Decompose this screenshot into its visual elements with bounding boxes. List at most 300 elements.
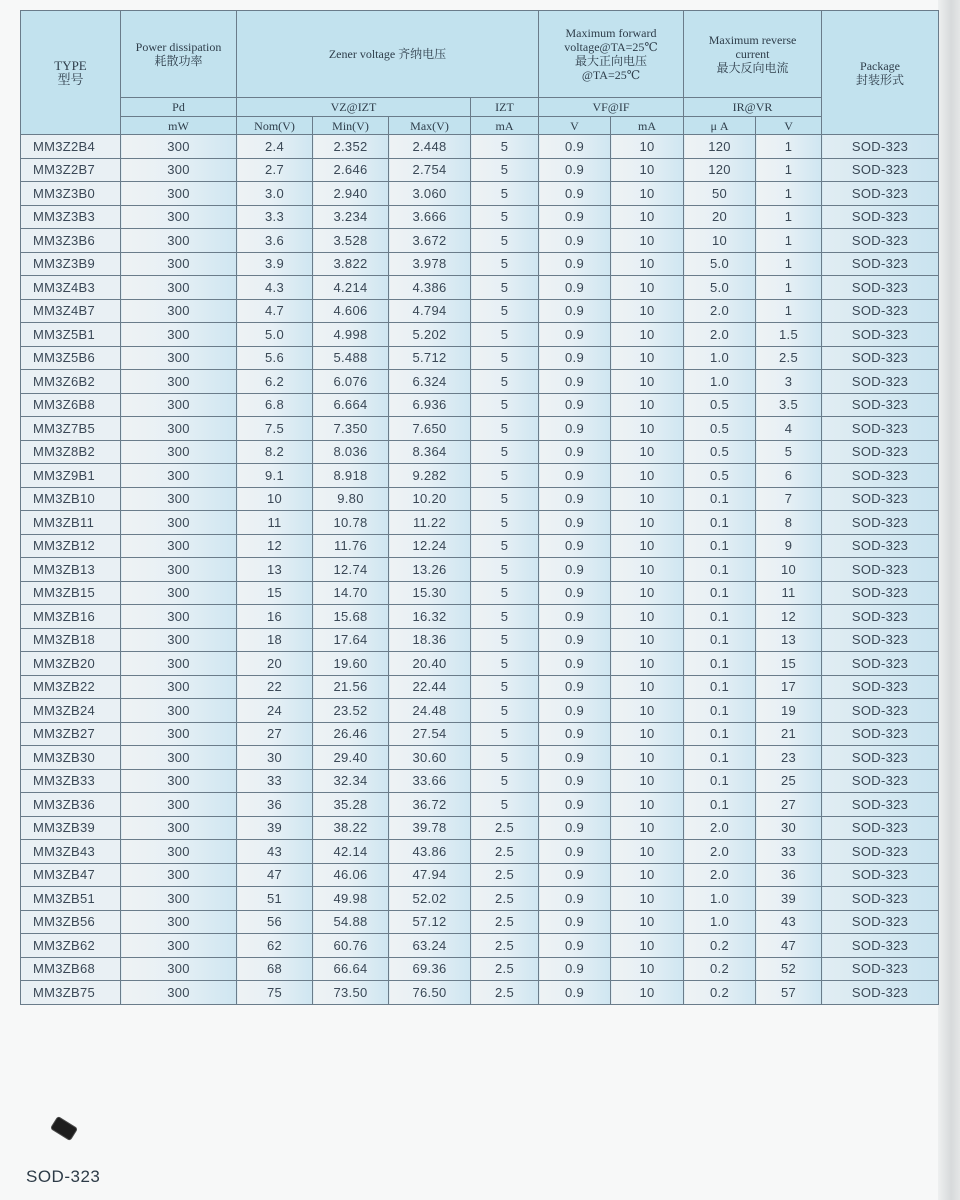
cell-type: MM3ZB39 (21, 816, 121, 840)
cell-vf: 0.9 (539, 158, 611, 182)
cell-vz-min: 11.76 (313, 534, 389, 558)
cell-vf: 0.9 (539, 252, 611, 276)
cell-vz-max: 4.794 (389, 299, 471, 323)
cell-package: SOD-323 (822, 511, 939, 535)
cell-package: SOD-323 (822, 229, 939, 253)
cell-vr: 1 (756, 205, 822, 229)
unit-izt-ma: mA (471, 117, 539, 135)
cell-vf: 0.9 (539, 769, 611, 793)
type-header-cn: 型号 (57, 71, 84, 87)
cell-vz-nom: 5.0 (237, 323, 313, 347)
cell-type: MM3Z3B9 (21, 252, 121, 276)
cell-vz-nom: 16 (237, 605, 313, 629)
cell-vz-nom: 2.7 (237, 158, 313, 182)
cell-vz-nom: 11 (237, 511, 313, 535)
cell-type: MM3Z9B1 (21, 464, 121, 488)
cell-vz-min: 15.68 (313, 605, 389, 629)
cell-vz-min: 6.076 (313, 370, 389, 394)
cell-vz-max: 18.36 (389, 628, 471, 652)
cell-type: MM3ZB22 (21, 675, 121, 699)
cell-vz-max: 12.24 (389, 534, 471, 558)
cell-if: 10 (611, 511, 684, 535)
cell-ir: 20 (684, 205, 756, 229)
cell-vz-min: 19.60 (313, 652, 389, 676)
cell-vz-nom: 15 (237, 581, 313, 605)
sod323-package-icon (51, 1117, 77, 1140)
cell-if: 10 (611, 816, 684, 840)
cell-vr: 39 (756, 887, 822, 911)
cell-type: MM3ZB24 (21, 699, 121, 723)
cell-if: 10 (611, 370, 684, 394)
cell-pd: 300 (121, 252, 237, 276)
cell-vz-nom: 62 (237, 934, 313, 958)
cell-if: 10 (611, 699, 684, 723)
cell-vz-max: 10.20 (389, 487, 471, 511)
cell-pd: 300 (121, 722, 237, 746)
cell-izt: 5 (471, 605, 539, 629)
cell-izt: 5 (471, 746, 539, 770)
cell-izt: 5 (471, 534, 539, 558)
cell-if: 10 (611, 840, 684, 864)
cell-vz-nom: 39 (237, 816, 313, 840)
cell-vz-min: 21.56 (313, 675, 389, 699)
cell-type: MM3Z5B6 (21, 346, 121, 370)
cell-pd: 300 (121, 910, 237, 934)
cell-izt: 5 (471, 135, 539, 159)
table-row (21, 957, 939, 981)
forward-header-line4: @TA=25℃ (581, 68, 641, 82)
cell-package: SOD-323 (822, 135, 939, 159)
cell-izt: 5 (471, 769, 539, 793)
cell-vf: 0.9 (539, 558, 611, 582)
cell-if: 10 (611, 393, 684, 417)
cell-vz-min: 46.06 (313, 863, 389, 887)
table-row (21, 417, 939, 441)
cell-vr: 17 (756, 675, 822, 699)
cell-package: SOD-323 (822, 558, 939, 582)
unit-nom: Nom(V) (237, 117, 313, 135)
cell-pd: 300 (121, 887, 237, 911)
cell-izt: 5 (471, 229, 539, 253)
table-row (21, 934, 939, 958)
cell-izt: 5 (471, 417, 539, 441)
cell-vz-nom: 56 (237, 910, 313, 934)
cell-if: 10 (611, 229, 684, 253)
cell-vz-max: 9.282 (389, 464, 471, 488)
unit-vf-v: V (539, 117, 611, 135)
cell-vf: 0.9 (539, 863, 611, 887)
cell-package: SOD-323 (822, 534, 939, 558)
cell-if: 10 (611, 346, 684, 370)
cell-vz-min: 5.488 (313, 346, 389, 370)
cell-vz-nom: 8.2 (237, 440, 313, 464)
izt-subheader: IZT (471, 98, 539, 117)
forward-header-line1: Maximum forward (565, 26, 657, 40)
cell-izt: 5 (471, 628, 539, 652)
cell-vz-nom: 3.9 (237, 252, 313, 276)
cell-vz-max: 47.94 (389, 863, 471, 887)
cell-vz-nom: 22 (237, 675, 313, 699)
cell-vz-min: 66.64 (313, 957, 389, 981)
cell-vr: 21 (756, 722, 822, 746)
cell-vz-max: 43.86 (389, 840, 471, 864)
cell-vf: 0.9 (539, 393, 611, 417)
vf-subheader: VF@IF (539, 98, 684, 117)
cell-package: SOD-323 (822, 299, 939, 323)
table-row (21, 464, 939, 488)
cell-izt: 5 (471, 299, 539, 323)
cell-type: MM3ZB13 (21, 558, 121, 582)
cell-if: 10 (611, 534, 684, 558)
cell-type: MM3ZB47 (21, 863, 121, 887)
cell-pd: 300 (121, 981, 237, 1005)
cell-if: 10 (611, 628, 684, 652)
cell-izt: 5 (471, 182, 539, 206)
cell-pd: 300 (121, 581, 237, 605)
cell-type: MM3Z6B8 (21, 393, 121, 417)
cell-if: 10 (611, 957, 684, 981)
cell-izt: 5 (471, 511, 539, 535)
cell-if: 10 (611, 252, 684, 276)
cell-type: MM3ZB43 (21, 840, 121, 864)
cell-vf: 0.9 (539, 511, 611, 535)
table-row (21, 323, 939, 347)
cell-type: MM3Z4B3 (21, 276, 121, 300)
table-row (21, 158, 939, 182)
cell-vf: 0.9 (539, 464, 611, 488)
cell-vr: 4 (756, 417, 822, 441)
table-row (21, 699, 939, 723)
table-row (21, 840, 939, 864)
cell-ir: 0.1 (684, 793, 756, 817)
cell-package: SOD-323 (822, 840, 939, 864)
reverse-header-line3: 最大反向电流 (716, 61, 789, 75)
cell-if: 10 (611, 887, 684, 911)
cell-if: 10 (611, 793, 684, 817)
cell-pd: 300 (121, 534, 237, 558)
cell-if: 10 (611, 722, 684, 746)
cell-izt: 5 (471, 323, 539, 347)
cell-type: MM3ZB33 (21, 769, 121, 793)
cell-vz-nom: 2.4 (237, 135, 313, 159)
table-row (21, 205, 939, 229)
cell-vz-max: 3.978 (389, 252, 471, 276)
cell-vz-nom: 12 (237, 534, 313, 558)
cell-type: MM3ZB15 (21, 581, 121, 605)
cell-vz-min: 14.70 (313, 581, 389, 605)
table-row (21, 863, 939, 887)
cell-vz-min: 10.78 (313, 511, 389, 535)
cell-vr: 25 (756, 769, 822, 793)
table-row (21, 675, 939, 699)
cell-pd: 300 (121, 675, 237, 699)
unit-vr-v: V (756, 117, 822, 135)
cell-vr: 1 (756, 158, 822, 182)
cell-package: SOD-323 (822, 699, 939, 723)
cell-pd: 300 (121, 793, 237, 817)
cell-vz-max: 63.24 (389, 934, 471, 958)
cell-vf: 0.9 (539, 346, 611, 370)
cell-izt: 2.5 (471, 887, 539, 911)
cell-vz-max: 8.364 (389, 440, 471, 464)
forward-header-line2: voltage@TA=25℃ (564, 40, 658, 54)
cell-vf: 0.9 (539, 957, 611, 981)
table-row (21, 769, 939, 793)
cell-ir: 0.1 (684, 534, 756, 558)
cell-package: SOD-323 (822, 652, 939, 676)
table-row (21, 558, 939, 582)
cell-package: SOD-323 (822, 816, 939, 840)
cell-izt: 5 (471, 276, 539, 300)
cell-package: SOD-323 (822, 440, 939, 464)
cell-vz-max: 5.712 (389, 346, 471, 370)
cell-vf: 0.9 (539, 628, 611, 652)
cell-vr: 30 (756, 816, 822, 840)
cell-if: 10 (611, 605, 684, 629)
cell-package: SOD-323 (822, 487, 939, 511)
cell-vz-max: 2.448 (389, 135, 471, 159)
cell-vz-nom: 24 (237, 699, 313, 723)
table-row (21, 135, 939, 159)
cell-izt: 5 (471, 581, 539, 605)
cell-vz-min: 3.528 (313, 229, 389, 253)
cell-vz-min: 49.98 (313, 887, 389, 911)
table-row (21, 793, 939, 817)
table-row (21, 746, 939, 770)
table-row (21, 299, 939, 323)
cell-vz-nom: 4.3 (237, 276, 313, 300)
cell-vr: 1 (756, 135, 822, 159)
cell-vf: 0.9 (539, 370, 611, 394)
cell-vz-nom: 20 (237, 652, 313, 676)
cell-vr: 15 (756, 652, 822, 676)
cell-if: 10 (611, 558, 684, 582)
cell-ir: 5.0 (684, 252, 756, 276)
cell-package: SOD-323 (822, 793, 939, 817)
cell-vz-min: 9.80 (313, 487, 389, 511)
cell-pd: 300 (121, 464, 237, 488)
cell-vz-min: 2.940 (313, 182, 389, 206)
cell-pd: 300 (121, 487, 237, 511)
cell-if: 10 (611, 675, 684, 699)
cell-if: 10 (611, 276, 684, 300)
cell-vz-max: 13.26 (389, 558, 471, 582)
cell-vz-max: 57.12 (389, 910, 471, 934)
cell-vz-min: 32.34 (313, 769, 389, 793)
cell-vz-nom: 43 (237, 840, 313, 864)
cell-if: 10 (611, 205, 684, 229)
cell-vz-nom: 33 (237, 769, 313, 793)
cell-ir: 0.1 (684, 652, 756, 676)
cell-pd: 300 (121, 276, 237, 300)
cell-vz-nom: 18 (237, 628, 313, 652)
cell-vz-min: 4.998 (313, 323, 389, 347)
cell-vf: 0.9 (539, 605, 611, 629)
table-row (21, 628, 939, 652)
cell-vz-min: 54.88 (313, 910, 389, 934)
cell-type: MM3ZB36 (21, 793, 121, 817)
table-row (21, 346, 939, 370)
cell-vz-max: 3.060 (389, 182, 471, 206)
table-row (21, 887, 939, 911)
cell-vz-max: 52.02 (389, 887, 471, 911)
cell-if: 10 (611, 581, 684, 605)
unit-min: Min(V) (313, 117, 389, 135)
cell-pd: 300 (121, 299, 237, 323)
cell-package: SOD-323 (822, 863, 939, 887)
cell-package: SOD-323 (822, 205, 939, 229)
cell-vz-min: 26.46 (313, 722, 389, 746)
cell-vr: 57 (756, 981, 822, 1005)
power-header-en: Power dissipation (135, 40, 222, 54)
cell-ir: 1.0 (684, 887, 756, 911)
cell-vz-max: 24.48 (389, 699, 471, 723)
cell-vr: 3.5 (756, 393, 822, 417)
cell-vf: 0.9 (539, 934, 611, 958)
cell-vz-max: 2.754 (389, 158, 471, 182)
cell-vz-min: 2.352 (313, 135, 389, 159)
cell-type: MM3ZB30 (21, 746, 121, 770)
cell-pd: 300 (121, 182, 237, 206)
cell-type: MM3ZB51 (21, 887, 121, 911)
cell-vz-nom: 9.1 (237, 464, 313, 488)
cell-ir: 0.1 (684, 699, 756, 723)
cell-package: SOD-323 (822, 957, 939, 981)
cell-izt: 2.5 (471, 863, 539, 887)
package-header-en: Package (860, 58, 901, 73)
reverse-header (684, 11, 822, 98)
cell-vz-max: 27.54 (389, 722, 471, 746)
cell-vz-max: 7.650 (389, 417, 471, 441)
cell-izt: 5 (471, 722, 539, 746)
cell-vf: 0.9 (539, 746, 611, 770)
cell-vz-max: 16.32 (389, 605, 471, 629)
cell-if: 10 (611, 135, 684, 159)
cell-vf: 0.9 (539, 205, 611, 229)
cell-vz-max: 36.72 (389, 793, 471, 817)
cell-type: MM3Z6B2 (21, 370, 121, 394)
cell-vr: 52 (756, 957, 822, 981)
unit-if-ma: mA (611, 117, 684, 135)
cell-package: SOD-323 (822, 769, 939, 793)
cell-vz-nom: 6.8 (237, 393, 313, 417)
cell-vr: 3 (756, 370, 822, 394)
cell-package: SOD-323 (822, 393, 939, 417)
cell-vr: 12 (756, 605, 822, 629)
cell-if: 10 (611, 769, 684, 793)
cell-type: MM3Z2B7 (21, 158, 121, 182)
cell-type: MM3Z3B6 (21, 229, 121, 253)
forward-header-line3: 最大正向电压 (575, 54, 648, 68)
power-header (121, 11, 237, 98)
cell-ir: 0.5 (684, 440, 756, 464)
cell-ir: 10 (684, 229, 756, 253)
table-row (21, 910, 939, 934)
cell-vz-min: 3.234 (313, 205, 389, 229)
cell-vr: 27 (756, 793, 822, 817)
cell-vr: 33 (756, 840, 822, 864)
cell-pd: 300 (121, 393, 237, 417)
cell-izt: 5 (471, 464, 539, 488)
cell-pd: 300 (121, 158, 237, 182)
cell-pd: 300 (121, 558, 237, 582)
cell-vf: 0.9 (539, 887, 611, 911)
cell-vr: 19 (756, 699, 822, 723)
cell-ir: 120 (684, 158, 756, 182)
unit-max: Max(V) (389, 117, 471, 135)
spec-table-body (21, 135, 939, 1005)
cell-package: SOD-323 (822, 252, 939, 276)
cell-package: SOD-323 (822, 182, 939, 206)
cell-vf: 0.9 (539, 135, 611, 159)
cell-vz-nom: 27 (237, 722, 313, 746)
cell-ir: 0.1 (684, 558, 756, 582)
table-row (21, 981, 939, 1005)
cell-vz-min: 60.76 (313, 934, 389, 958)
cell-izt: 5 (471, 699, 539, 723)
cell-vz-nom: 30 (237, 746, 313, 770)
cell-vr: 6 (756, 464, 822, 488)
cell-vz-max: 76.50 (389, 981, 471, 1005)
cell-vz-max: 22.44 (389, 675, 471, 699)
cell-pd: 300 (121, 229, 237, 253)
table-row (21, 182, 939, 206)
cell-pd: 300 (121, 863, 237, 887)
table-row (21, 276, 939, 300)
cell-type: MM3ZB10 (21, 487, 121, 511)
cell-vz-nom: 47 (237, 863, 313, 887)
package-caption: SOD-323 (26, 1167, 101, 1186)
cell-vz-nom: 7.5 (237, 417, 313, 441)
cell-pd: 300 (121, 840, 237, 864)
cell-ir: 5.0 (684, 276, 756, 300)
page-edge (938, 0, 960, 1200)
cell-pd: 300 (121, 323, 237, 347)
cell-vz-min: 23.52 (313, 699, 389, 723)
cell-vz-nom: 75 (237, 981, 313, 1005)
cell-vr: 36 (756, 863, 822, 887)
table-row (21, 370, 939, 394)
cell-vz-nom: 51 (237, 887, 313, 911)
cell-vz-max: 69.36 (389, 957, 471, 981)
cell-if: 10 (611, 299, 684, 323)
cell-izt: 5 (471, 158, 539, 182)
cell-vz-min: 42.14 (313, 840, 389, 864)
cell-if: 10 (611, 440, 684, 464)
cell-vf: 0.9 (539, 981, 611, 1005)
reverse-header-line2: current (735, 47, 770, 61)
cell-if: 10 (611, 323, 684, 347)
cell-if: 10 (611, 981, 684, 1005)
cell-pd: 300 (121, 746, 237, 770)
cell-type: MM3Z7B5 (21, 417, 121, 441)
cell-pd: 300 (121, 816, 237, 840)
cell-vf: 0.9 (539, 793, 611, 817)
cell-vz-nom: 36 (237, 793, 313, 817)
cell-izt: 5 (471, 487, 539, 511)
cell-pd: 300 (121, 934, 237, 958)
power-header-cn: 耗散功率 (154, 54, 203, 68)
cell-izt: 2.5 (471, 957, 539, 981)
cell-pd: 300 (121, 699, 237, 723)
package-header (822, 11, 939, 135)
cell-ir: 0.5 (684, 417, 756, 441)
cell-vz-min: 2.646 (313, 158, 389, 182)
cell-vf: 0.9 (539, 440, 611, 464)
cell-ir: 1.0 (684, 910, 756, 934)
reverse-header-line1: Maximum reverse (708, 33, 797, 47)
cell-vz-nom: 6.2 (237, 370, 313, 394)
